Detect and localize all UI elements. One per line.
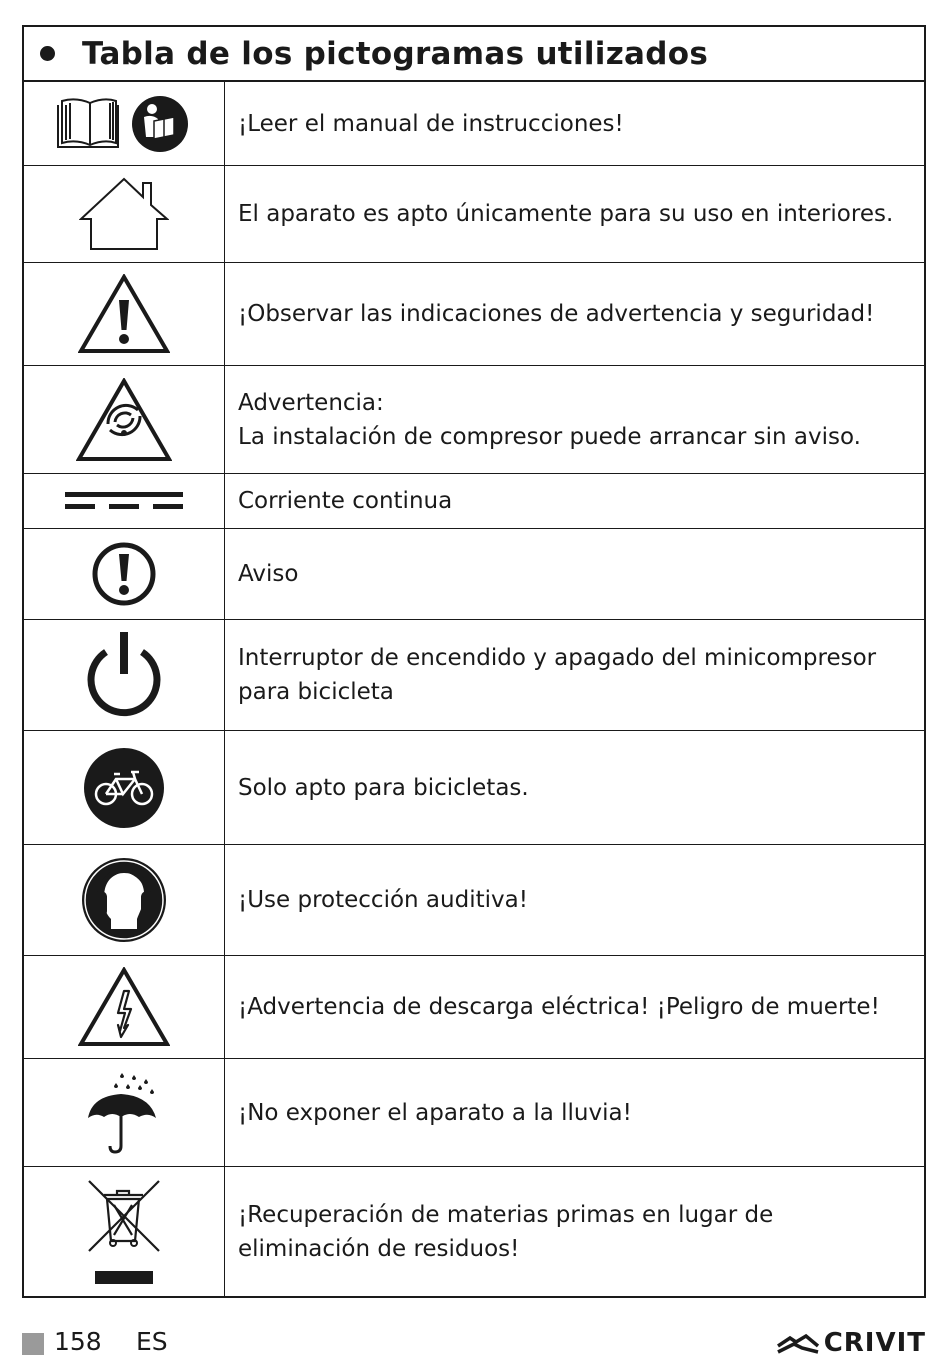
table-row	[24, 166, 924, 263]
crossed-bin-icon	[87, 1179, 161, 1285]
row-text	[225, 263, 924, 365]
warning-triangle-icon	[78, 274, 170, 354]
row-text-line: Solo apto para bicicletas.	[238, 774, 529, 801]
row-text-line: ¡Recuperación de materias primas en lugar de	[238, 1201, 774, 1228]
page-title: Tabla de los pictogramas utilizados	[82, 35, 709, 72]
table-row	[24, 82, 924, 166]
row-text-line: Corriente continua	[238, 488, 453, 514]
icon-cell	[24, 366, 225, 473]
crivit-logo-icon	[776, 1332, 820, 1354]
icon-cell	[24, 529, 225, 619]
icon-cell	[24, 845, 225, 955]
table-row	[24, 956, 924, 1059]
row-text-line: eliminación de residuos!	[238, 1235, 520, 1262]
table-row	[24, 1167, 924, 1296]
footer-marker	[22, 1333, 44, 1355]
row-text-line: Aviso	[238, 561, 299, 587]
row-text-line: ¡Leer el manual de instrucciones!	[238, 110, 624, 137]
icon-cell	[24, 1167, 225, 1296]
table-row	[24, 620, 924, 731]
row-text	[225, 1167, 924, 1296]
row-text-line: La instalación de compresor puede arrancar sin aviso.	[238, 423, 861, 450]
icon-cell	[24, 1059, 225, 1166]
table-title-row	[24, 27, 924, 82]
brand-logo	[776, 1328, 926, 1358]
page-number: 158	[54, 1327, 102, 1356]
icon-cell	[24, 620, 225, 730]
fan-warning-icon	[76, 378, 172, 462]
table-row	[24, 529, 924, 620]
row-text	[225, 620, 924, 730]
bicycle-icon	[83, 747, 165, 829]
brand-name: CRIVIT	[823, 1328, 926, 1358]
row-text-line: Interruptor de encendido y apagado del minicompresor	[238, 645, 877, 671]
row-text-line: ¡Advertencia de descarga eléctrica! ¡Peligro de muerte!	[238, 994, 880, 1020]
row-text	[225, 845, 924, 955]
row-text	[225, 731, 924, 844]
table-row	[24, 263, 924, 366]
table-row	[24, 474, 924, 529]
table-row	[24, 845, 924, 956]
table-row	[24, 366, 924, 474]
umbrella-rain-icon	[86, 1072, 162, 1154]
hearing-protection-icon	[81, 857, 167, 943]
row-text	[225, 474, 924, 528]
row-text	[225, 82, 924, 165]
direct-current-icon	[64, 490, 184, 512]
row-text	[225, 166, 924, 262]
row-text-line: ¡No exponer el aparato a la lluvia!	[238, 1099, 632, 1126]
row-text-line: Advertencia:	[238, 389, 384, 416]
table-row	[24, 1059, 924, 1167]
table-row	[24, 731, 924, 845]
pictogram-table	[22, 25, 926, 1298]
icon-cell	[24, 731, 225, 844]
row-text-line: ¡Use protección auditiva!	[238, 887, 528, 913]
manual-book-icon	[54, 93, 194, 155]
language-code: ES	[136, 1327, 168, 1356]
house-icon	[79, 177, 169, 251]
row-text-line: ¡Observar las indicaciones de advertencia y seguridad!	[238, 301, 875, 327]
row-text	[225, 1059, 924, 1166]
icon-cell	[24, 263, 225, 365]
electric-shock-icon	[78, 967, 170, 1047]
icon-cell	[24, 956, 225, 1058]
row-text	[225, 529, 924, 619]
row-text-line: para bicicleta	[238, 679, 394, 705]
row-text	[225, 366, 924, 473]
icon-cell	[24, 166, 225, 262]
row-text-line: El aparato es apto únicamente para su uso en interiores.	[238, 201, 894, 227]
bullet-icon	[40, 46, 55, 61]
icon-cell	[24, 474, 225, 528]
notice-icon	[91, 541, 157, 607]
icon-cell	[24, 82, 225, 165]
power-icon	[82, 630, 166, 720]
row-text	[225, 956, 924, 1058]
